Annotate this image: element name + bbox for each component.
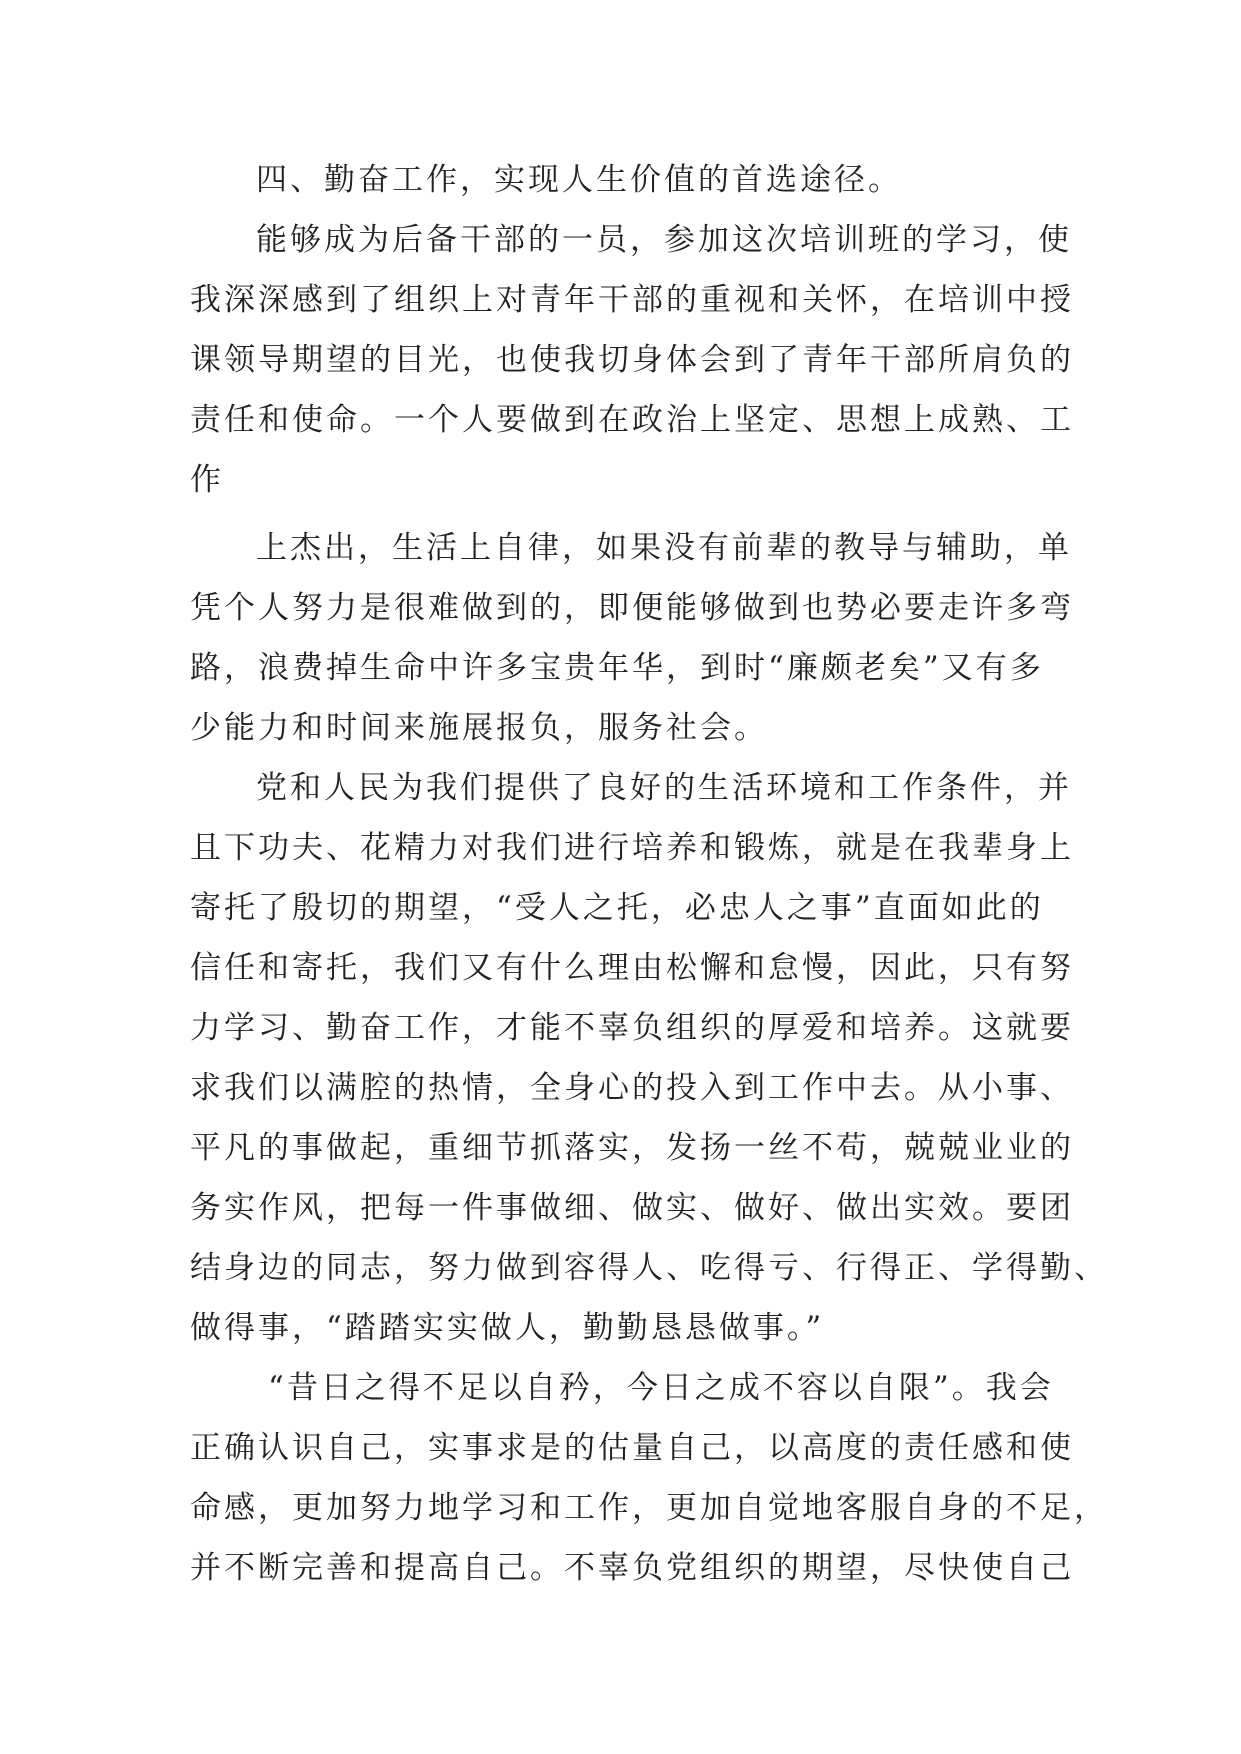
paragraph-line: 寄托了殷切的期望，“受人之托，必忠人之事”直面如此的 [190, 890, 1044, 926]
paragraph-line: 凭个人努力是很难做到的，即便能够做到也势必要走许多弯 [190, 590, 1074, 626]
paragraph-line: 且下功夫、花精力对我们进行培养和锻炼，就是在我辈身上 [190, 830, 1074, 866]
paragraph-line: 责任和使命。一个人要做到在政治上坚定、思想上成熟、工 [190, 402, 1074, 438]
paragraph-line: 结身边的同志，努力做到容得人、吃得亏、行得正、学得勤、 [190, 1250, 1108, 1286]
paragraph-line: 党和人民为我们提供了良好的生活环境和工作条件，并 [256, 770, 1072, 806]
paragraph-line: 做得事，“踏踏实实做人，勤勤恳恳做事。” [190, 1310, 825, 1346]
paragraph-line: 信任和寄托，我们又有什么理由松懈和怠慢，因此，只有努 [190, 950, 1074, 986]
paragraph-line: 课领导期望的目光，也使我切身体会到了青年干部所肩负的 [190, 342, 1074, 378]
paragraph-line: 力学习、勤奋工作，才能不辜负组织的厚爱和培养。这就要 [190, 1010, 1074, 1046]
paragraph-line: 务实作风，把每一件事做细、做实、做好、做出实效。要团 [190, 1190, 1074, 1226]
paragraph-line: 作 [190, 462, 224, 498]
paragraph-line: 平凡的事做起，重细节抓落实，发扬一丝不苟，兢兢业业的 [190, 1130, 1074, 1166]
paragraph-line: 路，浪费掉生命中许多宝贵年华，到时“廉颇老矣”又有多 [190, 650, 1044, 686]
paragraph-line: 求我们以满腔的热情，全身心的投入到工作中去。从小事、 [190, 1070, 1074, 1106]
paragraph-line: 上杰出，生活上自律，如果没有前辈的教导与辅助，单 [256, 530, 1072, 566]
section-heading: 四、勤奋工作，实现人生价值的首选途径。 [256, 162, 902, 198]
paragraph-line: 我深深感到了组织上对青年干部的重视和关怀，在培训中授 [190, 282, 1074, 318]
paragraph-line: “昔日之得不足以自矜，今日之成不容以自限”。我会 [268, 1370, 1054, 1406]
paragraph-line: 并不断完善和提高自己。不辜负党组织的期望，尽快使自己 [190, 1550, 1074, 1586]
paragraph-line: 命感，更加努力地学习和工作，更加自觉地客服自身的不足， [190, 1490, 1108, 1526]
paragraph-line: 正确认识自己，实事求是的估量自己，以高度的责任感和使 [190, 1430, 1074, 1466]
paragraph-line: 少能力和时间来施展报负，服务社会。 [190, 710, 768, 746]
paragraph-line: 能够成为后备干部的一员，参加这次培训班的学习，使 [256, 222, 1072, 258]
document-body [190, 150, 1108, 1598]
